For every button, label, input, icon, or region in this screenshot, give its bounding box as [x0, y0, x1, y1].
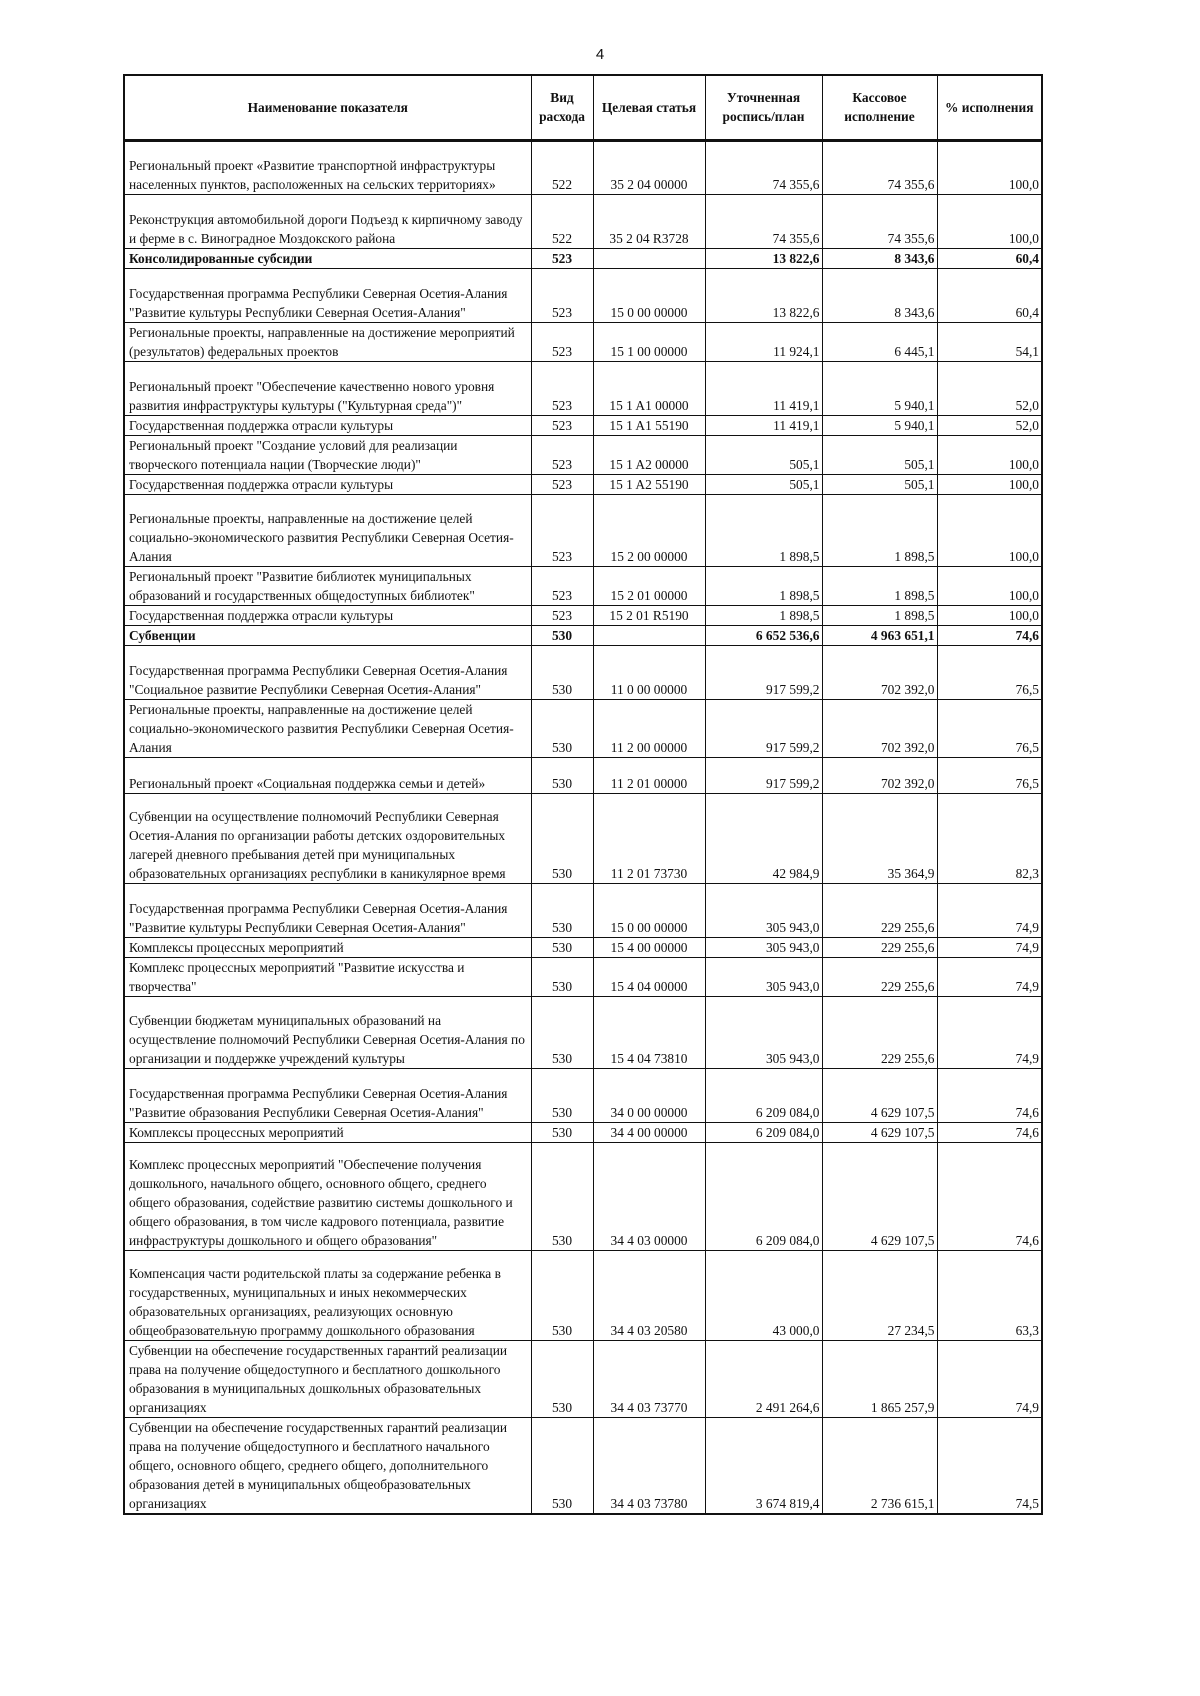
table-row [124, 996, 1042, 1068]
cell-plan: 1 898,5 [705, 605, 822, 625]
header-plan: Уточненная роспись/план [705, 75, 822, 140]
table-header-row [124, 75, 1042, 140]
cell-percent-execution: 100,0 [937, 194, 1042, 248]
cell-target-article: 15 0 00 00000 [593, 883, 705, 937]
table-row [124, 1142, 1042, 1250]
cell-percent-execution: 63,3 [937, 1250, 1042, 1340]
cell-plan: 74 355,6 [705, 194, 822, 248]
cell-plan: 305 943,0 [705, 996, 822, 1068]
cell-cash-execution: 4 629 107,5 [822, 1142, 937, 1250]
cell-plan: 917 599,2 [705, 757, 822, 793]
cell-cash-execution: 74 355,6 [822, 140, 937, 194]
cell-target-article: 15 1 A2 55190 [593, 474, 705, 494]
cell-plan: 11 419,1 [705, 361, 822, 415]
cell-expense-type: 523 [531, 248, 593, 268]
table-row [124, 415, 1042, 435]
cell-name: Региональный проект "Обеспечение качественно нового уровня развития инфраструктуры культуры ("Культурная среда")" [124, 361, 531, 415]
cell-expense-type: 530 [531, 1068, 593, 1122]
cell-cash-execution: 229 255,6 [822, 957, 937, 996]
cell-cash-execution: 8 343,6 [822, 248, 937, 268]
cell-plan: 13 822,6 [705, 248, 822, 268]
cell-target-article: 15 1 A2 00000 [593, 435, 705, 474]
cell-expense-type: 530 [531, 1250, 593, 1340]
cell-name: Реконструкция автомобильной дороги Подъезд к кирпичному заводу и ферме в с. Виноградное Моздокского района [124, 194, 531, 248]
header-name: Наименование показателя [124, 75, 531, 140]
cell-percent-execution: 52,0 [937, 415, 1042, 435]
cell-percent-execution: 100,0 [937, 566, 1042, 605]
cell-name: Субвенции на осуществление полномочий Республики Северная Осетия-Алания по организации работы детских оздоровительных лагерей дневного пребывания детей при муниципальных образовательных организациях республики в каникулярное время [124, 793, 531, 883]
cell-target-article: 11 2 01 00000 [593, 757, 705, 793]
cell-plan: 1 898,5 [705, 566, 822, 605]
cell-expense-type: 530 [531, 1340, 593, 1417]
cell-target-article: 34 4 03 73770 [593, 1340, 705, 1417]
cell-expense-type: 530 [531, 1122, 593, 1142]
cell-target-article: 34 4 00 00000 [593, 1122, 705, 1142]
cell-expense-type: 530 [531, 625, 593, 645]
cell-percent-execution: 74,6 [937, 625, 1042, 645]
table-row [124, 1340, 1042, 1417]
cell-name: Субвенции на обеспечение государственных гарантий реализации права на получение общедоступного и бесплатного начального общего, основного общего, среднего общего, дополнительного образования детей в муниципальных общеобразовательных организациях [124, 1417, 531, 1514]
table-row [124, 1250, 1042, 1340]
cell-target-article [593, 248, 705, 268]
cell-target-article: 11 0 00 00000 [593, 645, 705, 699]
cell-expense-type: 523 [531, 605, 593, 625]
table-row [124, 605, 1042, 625]
cell-percent-execution: 74,5 [937, 1417, 1042, 1514]
cell-name: Компенсация части родительской платы за содержание ребенка в государственных, муниципальных и иных некоммерческих образовательных организациях, реализующих основную общеобразовательную программу дошкольного образования [124, 1250, 531, 1340]
cell-percent-execution: 76,5 [937, 699, 1042, 757]
cell-expense-type: 530 [531, 757, 593, 793]
cell-name: Государственная программа Республики Северная Осетия-Алания "Развитие культуры Республики Северная Осетия-Алания" [124, 883, 531, 937]
cell-expense-type: 530 [531, 1417, 593, 1514]
table-row [124, 937, 1042, 957]
cell-name: Региональные проекты, направленные на достижение целей социально-экономического развития Республики Северная Осетия-Алания [124, 494, 531, 566]
cell-name: Региональный проект "Развитие библиотек муниципальных образований и государственных общедоступных библиотек" [124, 566, 531, 605]
table-body [124, 140, 1042, 1514]
cell-percent-execution: 76,5 [937, 757, 1042, 793]
cell-target-article: 35 2 04 00000 [593, 140, 705, 194]
table-row [124, 793, 1042, 883]
table-row [124, 494, 1042, 566]
cell-target-article: 34 0 00 00000 [593, 1068, 705, 1122]
cell-cash-execution: 2 736 615,1 [822, 1417, 937, 1514]
cell-percent-execution: 54,1 [937, 322, 1042, 361]
cell-plan: 11 419,1 [705, 415, 822, 435]
cell-target-article: 11 2 00 00000 [593, 699, 705, 757]
cell-plan: 305 943,0 [705, 937, 822, 957]
cell-percent-execution: 60,4 [937, 268, 1042, 322]
cell-cash-execution: 702 392,0 [822, 757, 937, 793]
cell-cash-execution: 5 940,1 [822, 361, 937, 415]
cell-plan: 505,1 [705, 474, 822, 494]
cell-name: Региональный проект «Развитие транспортной инфраструктуры населенных пунктов, расположенных на сельских территориях» [124, 140, 531, 194]
cell-name: Комплексы процессных мероприятий [124, 1122, 531, 1142]
cell-target-article: 15 1 00 00000 [593, 322, 705, 361]
cell-plan: 11 924,1 [705, 322, 822, 361]
cell-plan: 917 599,2 [705, 645, 822, 699]
cell-plan: 917 599,2 [705, 699, 822, 757]
cell-expense-type: 530 [531, 793, 593, 883]
cell-percent-execution: 74,9 [937, 883, 1042, 937]
table-row [124, 757, 1042, 793]
table-row [124, 566, 1042, 605]
cell-name: Государственная поддержка отрасли культуры [124, 415, 531, 435]
cell-target-article: 11 2 01 73730 [593, 793, 705, 883]
cell-expense-type: 530 [531, 883, 593, 937]
cell-target-article: 15 2 01 00000 [593, 566, 705, 605]
cell-expense-type: 523 [531, 415, 593, 435]
table-row [124, 883, 1042, 937]
header-cash-execution: Кассовое исполнение [822, 75, 937, 140]
cell-name: Субвенции [124, 625, 531, 645]
cell-target-article: 15 4 04 00000 [593, 957, 705, 996]
cell-name: Комплекс процессных мероприятий "Обеспечение получения дошкольного, начального общего, основного общего, среднего общего образования, содействие развитию системы дошкольного и общего образования, в том числе кадрового потенциала, развитие инфраструктуры дошкольного и общего образования" [124, 1142, 531, 1250]
table-row [124, 645, 1042, 699]
table-row [124, 957, 1042, 996]
cell-target-article: 34 4 03 00000 [593, 1142, 705, 1250]
cell-cash-execution: 1 898,5 [822, 566, 937, 605]
cell-cash-execution: 505,1 [822, 435, 937, 474]
cell-percent-execution: 74,6 [937, 1068, 1042, 1122]
cell-plan: 6 209 084,0 [705, 1142, 822, 1250]
page-number: 4 [595, 46, 605, 63]
table-row [124, 322, 1042, 361]
cell-name: Государственная поддержка отрасли культуры [124, 474, 531, 494]
cell-target-article: 34 4 03 73780 [593, 1417, 705, 1514]
cell-plan: 43 000,0 [705, 1250, 822, 1340]
cell-name: Региональный проект «Социальная поддержка семьи и детей» [124, 757, 531, 793]
cell-cash-execution: 5 940,1 [822, 415, 937, 435]
cell-plan: 6 209 084,0 [705, 1068, 822, 1122]
cell-cash-execution: 1 898,5 [822, 605, 937, 625]
cell-expense-type: 530 [531, 1142, 593, 1250]
cell-target-article: 35 2 04 R3728 [593, 194, 705, 248]
budget-execution-table [123, 74, 1043, 1515]
cell-cash-execution: 4 963 651,1 [822, 625, 937, 645]
cell-cash-execution: 6 445,1 [822, 322, 937, 361]
cell-target-article: 15 0 00 00000 [593, 268, 705, 322]
cell-cash-execution: 505,1 [822, 474, 937, 494]
cell-plan: 13 822,6 [705, 268, 822, 322]
cell-plan: 305 943,0 [705, 883, 822, 937]
header-target-article: Целевая статья [593, 75, 705, 140]
cell-cash-execution: 74 355,6 [822, 194, 937, 248]
table-row [124, 268, 1042, 322]
cell-cash-execution: 35 364,9 [822, 793, 937, 883]
table-row [124, 1122, 1042, 1142]
cell-percent-execution: 100,0 [937, 435, 1042, 474]
cell-expense-type: 530 [531, 699, 593, 757]
cell-expense-type: 523 [531, 268, 593, 322]
cell-plan: 74 355,6 [705, 140, 822, 194]
cell-plan: 1 898,5 [705, 494, 822, 566]
cell-name: Комплексы процессных мероприятий [124, 937, 531, 957]
cell-cash-execution: 229 255,6 [822, 996, 937, 1068]
cell-percent-execution: 74,9 [937, 937, 1042, 957]
cell-target-article: 15 1 A1 00000 [593, 361, 705, 415]
table-row [124, 248, 1042, 268]
cell-cash-execution: 229 255,6 [822, 937, 937, 957]
cell-expense-type: 522 [531, 140, 593, 194]
cell-name: Государственная программа Республики Северная Осетия-Алания "Социальное развитие Республики Северная Осетия-Алания" [124, 645, 531, 699]
cell-expense-type: 523 [531, 322, 593, 361]
cell-percent-execution: 74,9 [937, 1340, 1042, 1417]
cell-cash-execution: 4 629 107,5 [822, 1068, 937, 1122]
cell-cash-execution: 27 234,5 [822, 1250, 937, 1340]
table-row [124, 140, 1042, 194]
table-row [124, 194, 1042, 248]
cell-name: Региональные проекты, направленные на достижение мероприятий (результатов) федеральных проектов [124, 322, 531, 361]
cell-percent-execution: 74,6 [937, 1142, 1042, 1250]
table-row [124, 1068, 1042, 1122]
cell-expense-type: 530 [531, 996, 593, 1068]
cell-target-article: 15 4 04 73810 [593, 996, 705, 1068]
cell-percent-execution: 76,5 [937, 645, 1042, 699]
table-row [124, 474, 1042, 494]
header-expense-type: Вид расхода [531, 75, 593, 140]
table-row [124, 435, 1042, 474]
cell-plan: 505,1 [705, 435, 822, 474]
cell-name: Региональные проекты, направленные на достижение целей социально-экономического развития Республики Северная Осетия-Алания [124, 699, 531, 757]
cell-cash-execution: 1 865 257,9 [822, 1340, 937, 1417]
cell-percent-execution: 100,0 [937, 140, 1042, 194]
cell-name: Консолидированные субсидии [124, 248, 531, 268]
cell-plan: 3 674 819,4 [705, 1417, 822, 1514]
cell-cash-execution: 702 392,0 [822, 699, 937, 757]
cell-expense-type: 523 [531, 361, 593, 415]
cell-cash-execution: 229 255,6 [822, 883, 937, 937]
cell-percent-execution: 100,0 [937, 494, 1042, 566]
cell-expense-type: 530 [531, 957, 593, 996]
cell-cash-execution: 8 343,6 [822, 268, 937, 322]
cell-target-article: 15 1 A1 55190 [593, 415, 705, 435]
cell-plan: 42 984,9 [705, 793, 822, 883]
cell-name: Региональный проект "Создание условий для реализации творческого потенциала нации (Творческие люди)" [124, 435, 531, 474]
cell-percent-execution: 100,0 [937, 605, 1042, 625]
cell-cash-execution: 1 898,5 [822, 494, 937, 566]
header-percent-execution: % исполнения [937, 75, 1042, 140]
table-row [124, 361, 1042, 415]
cell-percent-execution: 74,9 [937, 996, 1042, 1068]
cell-plan: 2 491 264,6 [705, 1340, 822, 1417]
cell-name: Субвенции бюджетам муниципальных образований на осуществление полномочий Республики Северная Осетия-Алания по организации и поддержке учреждений культуры [124, 996, 531, 1068]
cell-target-article: 15 4 00 00000 [593, 937, 705, 957]
table-row [124, 699, 1042, 757]
cell-target-article: 15 2 00 00000 [593, 494, 705, 566]
cell-expense-type: 523 [531, 474, 593, 494]
cell-expense-type: 530 [531, 937, 593, 957]
cell-expense-type: 522 [531, 194, 593, 248]
cell-target-article: 34 4 03 20580 [593, 1250, 705, 1340]
cell-name: Комплекс процессных мероприятий "Развитие искусства и творчества" [124, 957, 531, 996]
cell-name: Государственная программа Республики Северная Осетия-Алания "Развитие образования Республики Северная Осетия-Алания" [124, 1068, 531, 1122]
cell-name: Государственная программа Республики Северная Осетия-Алания "Развитие культуры Республики Северная Осетия-Алания" [124, 268, 531, 322]
cell-plan: 305 943,0 [705, 957, 822, 996]
cell-plan: 6 652 536,6 [705, 625, 822, 645]
cell-expense-type: 530 [531, 645, 593, 699]
cell-name: Государственная поддержка отрасли культуры [124, 605, 531, 625]
cell-percent-execution: 60,4 [937, 248, 1042, 268]
cell-target-article [593, 625, 705, 645]
cell-plan: 6 209 084,0 [705, 1122, 822, 1142]
cell-target-article: 15 2 01 R5190 [593, 605, 705, 625]
table-row [124, 625, 1042, 645]
cell-name: Субвенции на обеспечение государственных гарантий реализации права на получение общедоступного и бесплатного дошкольного образования в муниципальных дошкольных образовательных организациях [124, 1340, 531, 1417]
cell-expense-type: 523 [531, 566, 593, 605]
cell-percent-execution: 82,3 [937, 793, 1042, 883]
table-row [124, 1417, 1042, 1514]
cell-cash-execution: 702 392,0 [822, 645, 937, 699]
cell-expense-type: 523 [531, 494, 593, 566]
cell-percent-execution: 52,0 [937, 361, 1042, 415]
cell-cash-execution: 4 629 107,5 [822, 1122, 937, 1142]
cell-percent-execution: 74,9 [937, 957, 1042, 996]
cell-expense-type: 523 [531, 435, 593, 474]
cell-percent-execution: 74,6 [937, 1122, 1042, 1142]
cell-percent-execution: 100,0 [937, 474, 1042, 494]
